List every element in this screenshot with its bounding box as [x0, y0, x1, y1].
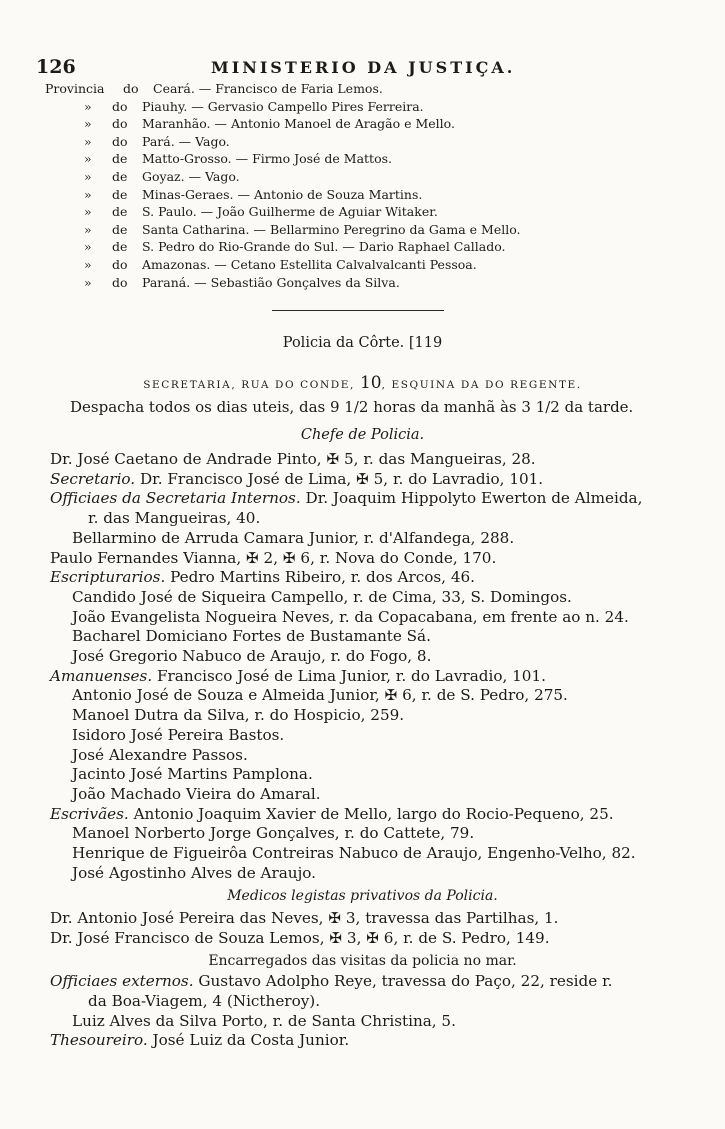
- entry-text: José Gregorio Nabuco de Araujo, r. do Fogo, 8.: [72, 647, 432, 666]
- entry-row: [50, 706, 722, 726]
- entry-text: Henrique de Figueirôa Contreiras Nabuco de Araujo, Engenho-Velho, 82.: [72, 844, 636, 863]
- province-lead: »: [84, 98, 92, 114]
- entry-text: Candido José de Siqueira Campello, r. de Cima, 33, S. Domingos.: [72, 587, 572, 606]
- chefe-title: Chefe de Policia.: [300, 427, 425, 443]
- entry-row: [50, 588, 722, 608]
- entry-text: Gustavo Adolpho Reye, travessa do Paço, 22, reside r.: [193, 972, 613, 991]
- province-prep: de: [112, 221, 128, 237]
- entry-row: [50, 549, 722, 569]
- province-prep: do: [112, 256, 128, 272]
- page-number: 126: [36, 56, 76, 78]
- entry-label: Thesoureiro.: [50, 1031, 148, 1050]
- entry-row: [50, 726, 722, 746]
- entry-text: Luiz Alves da Silva Porto, r. de Santa Christina, 5.: [72, 1011, 456, 1030]
- entry-text: Pedro Martins Ribeiro, r. dos Arcos, 46.: [165, 568, 475, 587]
- staff-list: [50, 450, 722, 1051]
- province-row: [45, 115, 685, 133]
- entry-text: da Boa-Viagem, 4 (Nictheroy).: [88, 991, 321, 1010]
- entry-row: [50, 1031, 722, 1051]
- entry-row: [50, 1012, 722, 1032]
- province-text: S. Pedro do Rio-Grande do Sul. — Dario Raphael Callado.: [142, 239, 506, 255]
- entry-text: r. das Mangueiras, 40.: [88, 509, 261, 528]
- entry-row: [50, 824, 722, 844]
- entry-text: Antonio Joaquim Xavier de Mello, largo do Rocio-Pequeno, 25.: [128, 804, 614, 823]
- medico-entry: Dr. Antonio José Pereira das Neves, ✠ 3, travessa das Partilhas, 1.: [50, 909, 559, 928]
- entry-row: [50, 992, 722, 1012]
- province-lead: »: [84, 221, 92, 237]
- province-lead: »: [84, 168, 92, 184]
- entry-row: [50, 844, 722, 864]
- medico-entry: Dr. José Francisco de Souza Lemos, ✠ 3, ✠ 6, r. de S. Pedro, 149.: [50, 928, 550, 947]
- entry-row: [50, 972, 722, 992]
- province-text: Ceará. — Francisco de Faria Lemos.: [153, 81, 383, 96]
- section-divider: [272, 310, 444, 311]
- province-prep: de: [112, 239, 128, 255]
- section-title: Policia da Côrte. [119: [282, 335, 443, 351]
- entry-row: [50, 627, 722, 647]
- address-suffix: , ESQUINA DA DO REGENTE.: [381, 379, 582, 391]
- province-text: Maranhão. — Antonio Manoel de Aragão e Mello.: [142, 116, 455, 132]
- entry-row: [50, 667, 722, 687]
- province-lead: »: [84, 204, 92, 220]
- province-lead: Provincia: [45, 81, 105, 96]
- entry-row: [50, 785, 722, 805]
- province-prep: do: [112, 116, 128, 132]
- entry-label: Secretario.: [50, 469, 136, 488]
- province-row: [45, 238, 685, 256]
- province-row: [45, 150, 685, 168]
- entry-text: Francisco José de Lima Junior, r. do Lavradio, 101.: [152, 666, 546, 685]
- province-prep: do: [112, 274, 128, 290]
- entry-text: Antonio José de Souza e Almeida Junior, ✠ 6, r. de S. Pedro, 275.: [72, 686, 568, 705]
- entry-text: Paulo Fernandes Vianna, ✠ 2, ✠ 6, r. Nova do Conde, 170.: [50, 548, 497, 567]
- entry-row: [50, 470, 722, 490]
- entry-text: Manoel Norberto Jorge Gonçalves, r. do Cattete, 79.: [72, 824, 475, 843]
- address-number: 10: [359, 373, 382, 393]
- entry-row: [50, 805, 722, 825]
- entry-text: Dr. José Caetano de Andrade Pinto, ✠ 5, r. das Mangueiras, 28.: [50, 450, 536, 468]
- province-lead: »: [84, 151, 92, 167]
- province-row: [45, 133, 685, 151]
- entry-row: [50, 686, 722, 706]
- entry-row: [50, 864, 722, 884]
- province-prep: de: [112, 186, 128, 202]
- province-row: [45, 221, 685, 239]
- entry-text: João Evangelista Nogueira Neves, r. da Copacabana, em frente ao n. 24.: [72, 607, 629, 626]
- province-text: Pará. — Vago.: [142, 133, 230, 149]
- province-row: [45, 168, 685, 186]
- province-text: Santa Catharina. — Bellarmino Peregrino da Gama e Mello.: [142, 221, 521, 237]
- province-lead: »: [84, 133, 92, 149]
- entry-text: Bacharel Domiciano Fortes de Bustamante Sá.: [72, 627, 431, 646]
- province-row: [45, 256, 685, 274]
- province-text: Piauhy. — Gervasio Campello Pires Ferreira.: [142, 98, 424, 114]
- province-lead: »: [84, 256, 92, 272]
- entry-label: Officiaes externos.: [50, 972, 194, 991]
- entry-text: Jacinto José Martins Pamplona.: [72, 765, 313, 784]
- entry-text: Bellarmino de Arruda Camara Junior, r. d'Alfandega, 288.: [72, 528, 515, 547]
- entry-text: Isidoro José Pereira Bastos.: [72, 725, 285, 744]
- running-title: MINISTERIO DA JUSTIÇA.: [211, 58, 516, 77]
- entry-label: Officiaes da Secretaria Internos.: [50, 489, 301, 508]
- entry-text: Dr. Francisco José de Lima, ✠ 5, r. do Lavradio, 101.: [135, 469, 544, 488]
- province-row: [45, 274, 685, 292]
- province-lead: »: [84, 239, 92, 255]
- entry-row: [50, 746, 722, 766]
- province-text: Amazonas. — Cetano Estellita Calvalvalcanti Pessoa.: [142, 256, 477, 272]
- province-list: [45, 80, 685, 291]
- entry-label: Amanuenses.: [50, 666, 153, 685]
- province-lead: »: [84, 274, 92, 290]
- address-prefix: SECRETARIA, RUA DO CONDE,: [143, 379, 360, 391]
- entry-text: João Machado Vieira do Amaral.: [72, 784, 321, 803]
- entry-label: Escrivães.: [50, 804, 129, 823]
- entry-row: [50, 568, 722, 588]
- secretaria-address: [0, 373, 725, 393]
- visitas-title: Encarregados das visitas da policia no mar.: [208, 952, 517, 969]
- entry-text: José Agostinho Alves de Araujo.: [72, 863, 316, 882]
- entry-text: José Alexandre Passos.: [72, 745, 248, 764]
- entry-label: Escripturarios.: [50, 568, 166, 587]
- province-prep: de: [112, 204, 128, 220]
- province-text: Goyaz. — Vago.: [142, 168, 240, 184]
- province-prep: de: [112, 168, 128, 184]
- page-header: [36, 56, 686, 78]
- entry-row: [50, 765, 722, 785]
- province-row: [45, 98, 685, 116]
- province-prep: do: [112, 98, 128, 114]
- province-prep: do: [123, 81, 139, 96]
- province-lead: »: [84, 116, 92, 132]
- entry-row: [50, 608, 722, 628]
- province-lead: »: [84, 186, 92, 202]
- province-text: S. Paulo. — João Guilherme de Aguiar Witaker.: [142, 204, 438, 220]
- entry-row: [50, 509, 722, 529]
- entry-row: [50, 529, 722, 549]
- province-row: [45, 203, 685, 221]
- office-hours: Despacha todos os dias uteis, das 9 1/2 horas da manhã às 3 1/2 da tarde.: [70, 398, 634, 416]
- province-row: [45, 186, 685, 204]
- entry-row: [50, 450, 722, 470]
- entry-text: Manoel Dutra da Silva, r. do Hospicio, 259.: [72, 706, 405, 725]
- province-prep: do: [112, 133, 128, 149]
- entry-text: Dr. Joaquim Hippolyto Ewerton de Almeida,: [300, 489, 643, 508]
- province-text: Matto-Grosso. — Firmo José de Mattos.: [142, 151, 392, 167]
- province-text: Paraná. — Sebastião Gonçalves da Silva.: [142, 274, 400, 290]
- entry-row: [50, 489, 722, 509]
- entry-text: José Luiz da Costa Junior.: [147, 1031, 350, 1050]
- province-row: [45, 80, 685, 98]
- province-text: Minas-Geraes. — Antonio de Souza Martins.: [142, 186, 423, 202]
- province-prep: de: [112, 151, 128, 167]
- medicos-title: Medicos legistas privativos da Policia.: [227, 888, 498, 905]
- entry-row: [50, 647, 722, 667]
